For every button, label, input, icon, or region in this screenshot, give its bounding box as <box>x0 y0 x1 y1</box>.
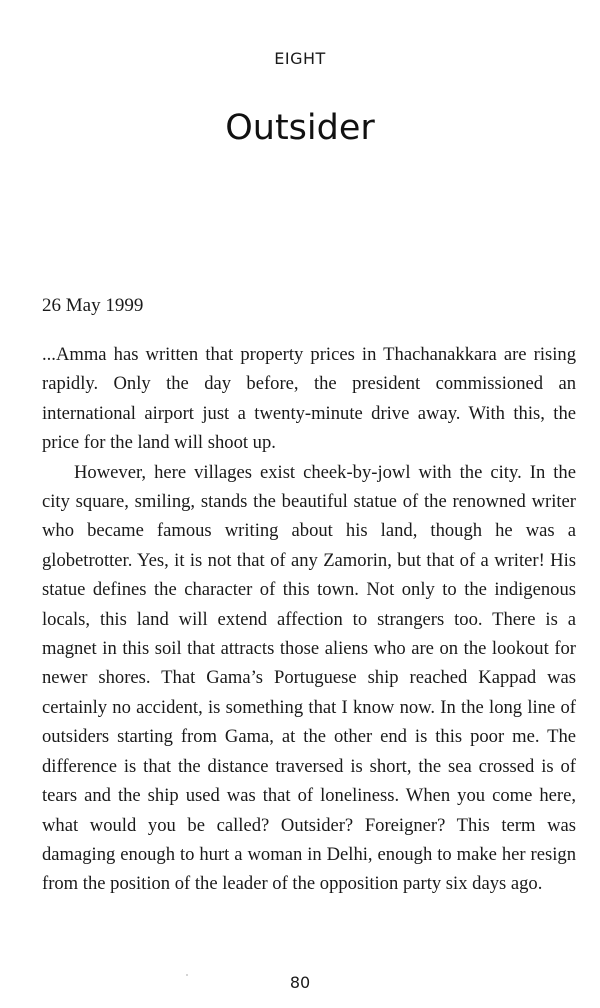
chapter-title: Outsider <box>225 108 375 148</box>
page-number: 80 <box>289 973 311 992</box>
entry-date: 26 May 1999 <box>42 295 144 316</box>
paragraph: ...Amma has written that property prices in Thachanakkara are rising rapidly. Only the day before, the president commissioned an international airport just a twenty-minute drive away. With this, the price for the land will shoot up. <box>42 344 576 454</box>
body-text <box>42 340 576 899</box>
paragraph: However, here villages exist cheek-by-jowl with the city. In the city square, smiling, stands the beautiful statue of the renowned writer who became famous writing about his land, though he was a globetrotter. Yes, it is not that of any Zamorin, but that of a writer! His statue defines the character of this town. Not only to the indigenous locals, this land will extend affection to strangers too. There is a magnet in this soil that attracts those aliens who are on the lookout for newer shores. That Gama’s Portuguese ship reached Kappad was certainly no accident, is something that I know now. In the long line of outsiders starting from Gama, at the other end is this poor me. The difference is that the distance traversed is short, the sea crossed is of tears and the ship used was that of loneliness. When you come here, what would you be called? Outsider? Foreigner? This term was damaging enough to hurt a woman in Delhi, enough to make her resign from the position of the leader of the opposition party six days ago. <box>42 461 576 895</box>
chapter-number: EIGHT <box>274 49 326 68</box>
